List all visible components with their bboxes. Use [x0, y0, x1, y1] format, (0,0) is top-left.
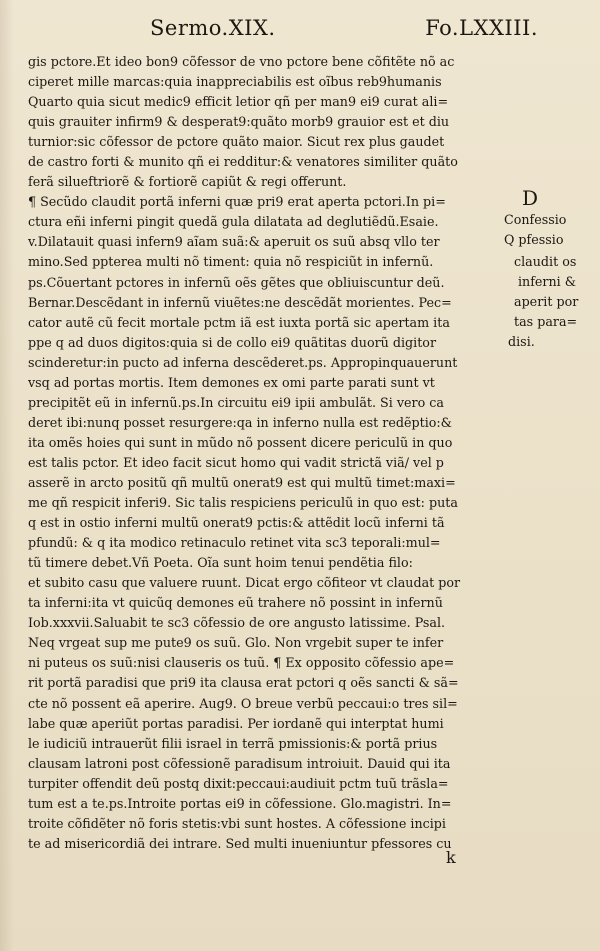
text-line: mino.Sed ppterea multi nõ timent: quia nõ respiciũt in infernũ.	[28, 254, 434, 270]
text-line: tũ timere debet.Vñ Poeta. Oĩa sunt hoim tenui pendẽtia filo:	[28, 555, 413, 571]
text-line: labe quæ aperiũt portas paradisi. Per iordanẽ qui interptat humi	[28, 715, 444, 731]
text-line: ita omẽs hoies qui sunt in mũdo nõ possent dicere periculũ in quo	[28, 434, 453, 450]
text-line: rit portã paradisi que pri9 ita clausa erat pctori q oẽs sancti & sã=	[28, 675, 459, 691]
text-line: asserẽ in arcto positũ qñ multũ onerat9 est qui multũ timet:maxi=	[28, 474, 456, 490]
text-line: scinderetur:in pucto ad inferna descẽderet.ps. Appropinquauerunt	[28, 354, 458, 370]
text-line: ciperet mille marcas:quia inappreciabilis est oĩbus reb9humanis	[28, 74, 442, 90]
text-line: clausam latroni post cõfessionẽ paradisum introiuit. Dauid qui ita	[28, 755, 451, 771]
running-header	[150, 16, 538, 50]
margin-note: aperit por	[514, 294, 579, 309]
text-line: le iudiciũ intrauerũt filii israel in terrã pmissionis:& portã prius	[28, 735, 438, 751]
text-column	[28, 52, 540, 854]
text-line: turnior:sic cõfessor de pctore quãto maior. Sicut rex plus gaudet	[28, 134, 445, 150]
text-line: precipitẽt eũ in infernũ.ps.In circuitu ei9 ipii ambulãt. Si vero ca	[28, 394, 444, 410]
text-line: tum est a te.ps.Introite portas ei9 in cõfessione. Glo.magistri. In=	[28, 795, 452, 811]
text-line: ¶ Secũdo claudit portã inferni quæ pri9 erat aperta pctori.In pi=	[28, 194, 446, 210]
text-line: quis grauiter infirm9 & desperat9:quãto morb9 grauior est et diu	[28, 114, 450, 130]
text-line: gis pctore.Et ideo bon9 cõfessor de vno pctore bene cõfitẽte nõ ac	[28, 54, 455, 69]
header-sermon-number: Sermo.XIX.	[150, 16, 276, 40]
margin-note: Confessio	[504, 212, 567, 227]
margin-note: tas para=	[514, 314, 578, 329]
text-line: te ad misericordiã dei intrare. Sed multi inueniuntur pfessores cu	[28, 835, 452, 851]
text-line: Neq vrgeat sup me pute9 os suũ. Glo. Non vrgebit super te infer	[28, 635, 444, 651]
margin-note: disi.	[508, 334, 535, 349]
text-line: Quarto quia sicut medic9 efficit letior qñ per man9 ei9 curat ali=	[28, 94, 449, 110]
text-line: et subito casu que valuere ruunt. Dicat ergo cõfiteor vt claudat por	[28, 575, 461, 591]
header-folio-number: Fo.LXXIII.	[425, 16, 538, 40]
page-gutter-shadow	[0, 0, 14, 951]
margin-note: Q pfessio	[504, 232, 564, 247]
text-line: ni puteus os suũ:nisi clauseris os tuũ. ¶ Ex opposito cõfessio ape=	[28, 655, 455, 671]
text-line: est talis pctor. Et ideo facit sicut homo qui vadit strictã viã/ vel p	[28, 454, 444, 470]
text-line: vsq ad portas mortis. Item demones ex omi parte parati sunt vt	[28, 374, 435, 390]
text-line: ps.Cõuertant pctores in infernũ oẽs gẽtes que obliuiscuntur deũ.	[28, 274, 445, 290]
text-line: Bernar.Descẽdant in infernũ viuẽtes:ne descẽdãt morientes. Pec=	[28, 294, 452, 310]
margin-section-letter: D	[522, 186, 539, 210]
text-line: turpiter offendit deũ postq dixit:peccaui:audiuit pctm tuũ trãsla=	[28, 775, 449, 791]
text-line: pfundũ: & q ita modico retinaculo retinet vita sc3 teporali:mul=	[28, 535, 441, 551]
text-line: v.Dilatauit quasi infern9 aĩam suã:& aperuit os suũ absq vllo ter	[28, 234, 440, 250]
text-line: cator autẽ cũ fecit mortale pctm iã est iuxta portã sic apertam ita	[28, 314, 450, 330]
margin-note: claudit os	[514, 254, 577, 269]
text-line: ta inferni:ita vt quicũq demones eũ trahere nõ possint in infernũ	[28, 595, 443, 611]
signature-mark: k	[446, 848, 456, 867]
text-line: troite cõfidẽter nõ foris stetis:vbi sunt hostes. A cõfessione incipi	[28, 815, 446, 831]
text-line: de castro forti & munito qñ ei redditur:& venatores similiter quãto	[28, 154, 458, 170]
text-line: me qñ respicit inferi9. Sic talis respiciens periculũ in quo est: puta	[28, 495, 458, 511]
text-line: ctura eñi inferni pingit quedã gula dilatata ad deglutiẽdũ.Esaie.	[28, 214, 439, 230]
text-line: q est in ostio inferni multũ onerat9 pctis:& attẽdit locũ inferni tã	[28, 515, 445, 531]
text-line: ppe q ad duos digitos:quia si de collo ei9 quãtitas duorũ digitor	[28, 334, 437, 350]
text-line: ferã silueftriorẽ & fortiorẽ capiũt & regi offerunt.	[28, 174, 347, 190]
margin-note: inferni &	[518, 274, 577, 289]
text-line: cte nõ possent eã aperire. Aug9. O breue verbũ peccaui:o tres sil=	[28, 695, 458, 711]
text-line: Iob.xxxvii.Saluabit te sc3 cõfessio de ore angusto latissime. Psal.	[28, 615, 446, 631]
text-line: deret ibi:nunq posset resurgere:qa in inferno nulla est redẽptio:&	[28, 414, 452, 430]
